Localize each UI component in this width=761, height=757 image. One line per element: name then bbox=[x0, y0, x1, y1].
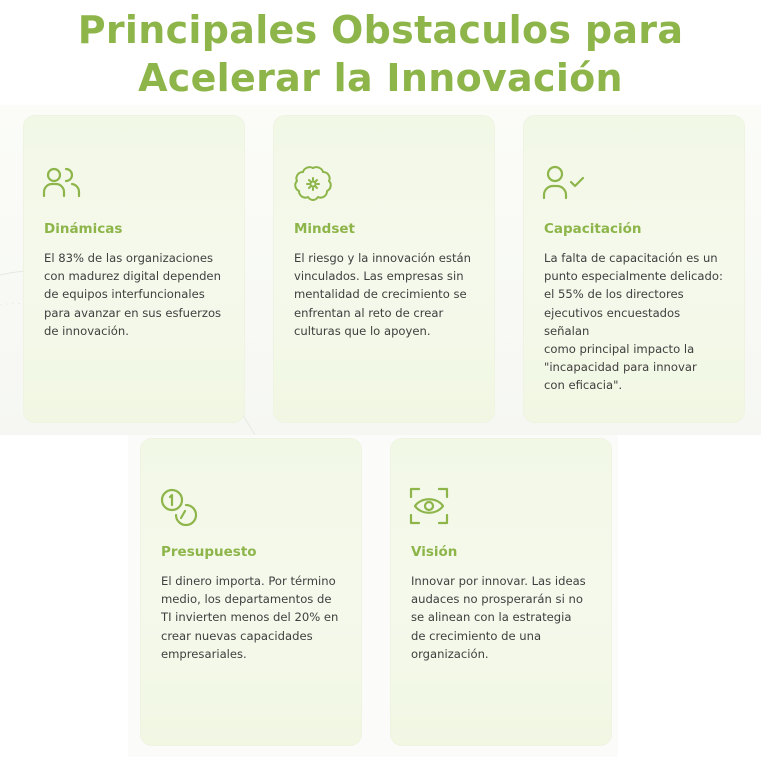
card-mindset bbox=[273, 115, 495, 423]
card-dinamicas bbox=[23, 115, 245, 423]
card-text: El dinero importa. Por término medio, los departamentos de TI invierten menos del 20% en crear nuevas capacidades empresariales. bbox=[161, 574, 339, 661]
card-vision bbox=[390, 438, 612, 746]
card-title: Dinámicas bbox=[44, 221, 123, 237]
brain-icon bbox=[292, 164, 334, 204]
eye-scan-icon bbox=[409, 487, 449, 525]
card-presupuesto bbox=[140, 438, 362, 746]
card-title: Capacitación bbox=[544, 221, 642, 237]
user-check-icon bbox=[542, 164, 586, 200]
title-line-1: Principales Obstaculos para bbox=[77, 8, 684, 52]
users-icon bbox=[42, 164, 82, 198]
card-title: Visión bbox=[411, 544, 458, 560]
card-text: El riesgo y la innovación están vinculados. Las empresas sin mentalidad de crecimiento se enfrentan al reto de crear culturas que lo apoyen. bbox=[294, 251, 471, 338]
card-text: El 83% de las organizaciones con madurez digital dependen de equipos interfuncionales para avanzar en sus esfuerzos de innovación. bbox=[44, 251, 222, 338]
coins-icon bbox=[159, 487, 201, 527]
page-title bbox=[0, 6, 761, 102]
title-line-2: Acelerar la Innovación bbox=[138, 56, 623, 100]
card-text: La falta de capacitación es un punto especialmente delicado: el 55% de los directores ejecutivos encuestados señalan como principal impacto la "incapacidad para innovar con eficacia". bbox=[544, 251, 723, 393]
card-text: Innovar por innovar. Las ideas audaces no prosperarán si no se alinean con la estrategia de crecimiento de una organización. bbox=[411, 574, 586, 661]
card-title: Presupuesto bbox=[161, 544, 257, 560]
card-title: Mindset bbox=[294, 221, 355, 237]
card-capacitacion bbox=[523, 115, 745, 423]
